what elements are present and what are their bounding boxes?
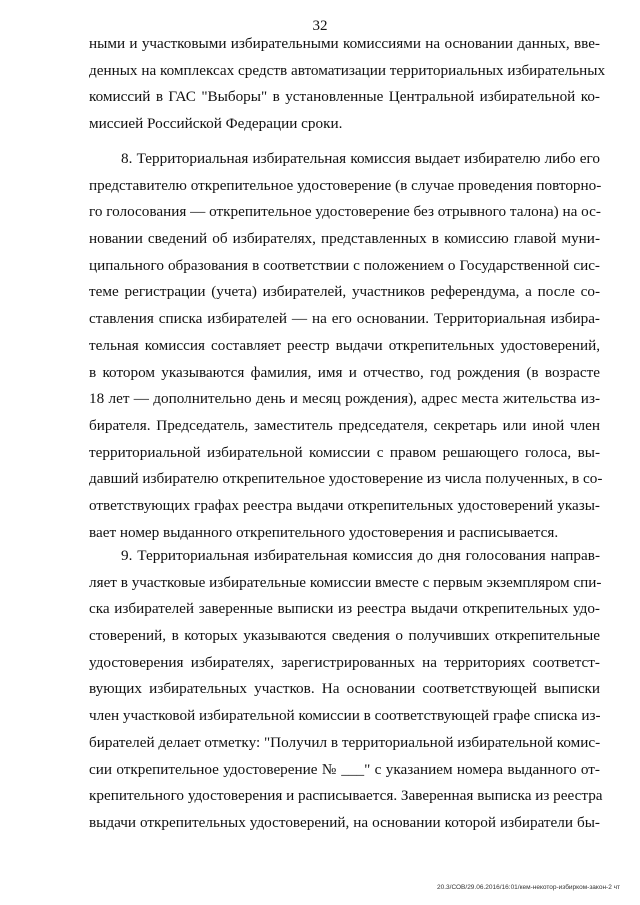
text-line: ляет в участковые избирательные комиссии вместе с первым экземпляром спи- xyxy=(89,573,602,591)
text-line: тельная комиссия составляет реестр выдачи открепительных удостоверений, xyxy=(89,336,600,354)
text-line: представителю открепительное удостоверение (в случае проведения повторно- xyxy=(89,176,602,194)
text-line: вующих избирательных участков. На основании соответствующей выписки xyxy=(89,680,600,698)
text-line: территориальной избирательной комиссии с правом решающего голоса, вы- xyxy=(89,443,600,461)
text-line: теме регистрации (учета) избирателей, участников референдума, а после со- xyxy=(89,283,600,301)
text-line: удостоверения избирателях, зарегистрированных на территориях соответст- xyxy=(89,653,600,671)
page-number: 32 xyxy=(312,18,328,34)
text-line: ставления списка избирателей — на его основании. Территориальная избира- xyxy=(89,310,600,328)
text-line: ска избирателей заверенные выписки из реестра выдачи открепительных удо- xyxy=(89,600,600,618)
text-line: комиссий в ГАС "Выборы" в установленные Центральной избирательной ко- xyxy=(89,88,600,106)
text-line: денных на комплексах средств автоматизации территориальных избирательных xyxy=(89,61,606,79)
text-line: ными и участковыми избирательными комиссиями на основании данных, вве- xyxy=(89,35,600,52)
text-line: новании сведений об избирателях, представленных в комиссию главой муни- xyxy=(89,230,600,248)
paragraph-9 xyxy=(89,543,603,837)
text-line: ципального образования в соответствии с положением о Государственной сис- xyxy=(89,256,600,274)
text-line: выдачи открепительных удостоверений, на основании которой избиратели бы- xyxy=(89,813,600,831)
text-line: бирателя. Председатель, заместитель председателя, секретарь или иной член xyxy=(89,416,600,434)
document-footer: 20.3/СОВ/29.06.2016/16:01/кем-некотор-избирком-закон-2 чт xyxy=(436,884,620,891)
text-line: вает номер выданного открепительного удостоверения и расписывается. xyxy=(89,523,559,541)
paragraph-8 xyxy=(89,146,603,546)
text-line: го голосования — открепительное удостоверение без отрывного талона) на ос- xyxy=(89,203,601,221)
text-line: ответствующих графах реестра выдачи открепительных удостоверений указы- xyxy=(89,496,600,514)
paragraph-continuation xyxy=(89,31,606,138)
text-line: бирателей делает отметку: "Получил в территориальной избирательной комис- xyxy=(89,733,601,751)
text-line: 8. Территориальная избирательная комиссия выдает избирателю либо его xyxy=(121,150,600,167)
text-line: крепительного удостоверения и расписывается. Заверенная выписка из реестра xyxy=(89,787,603,805)
text-line: стоверений, в которых указываются сведения о получивших открепительные xyxy=(89,627,600,645)
text-line: в котором указываются фамилия, имя и отчество, год рождения (в возрасте xyxy=(89,363,600,381)
text-line: миссией Российской Федерации сроки. xyxy=(89,115,343,133)
text-line: 9. Территориальная избирательная комиссия до дня голосования направ- xyxy=(121,547,600,564)
text-line: член участковой избирательной комиссии в соответствующей графе списка из- xyxy=(89,707,601,725)
text-line: давший избирателю открепительное удостоверение из числа полученных, в со- xyxy=(89,470,603,488)
text-line: сии открепительное удостоверение № ___" с указанием номера выданного от- xyxy=(89,760,600,778)
text-line: 18 лет — дополнительно день и месяц рождения), адрес места жительства из- xyxy=(89,390,600,408)
